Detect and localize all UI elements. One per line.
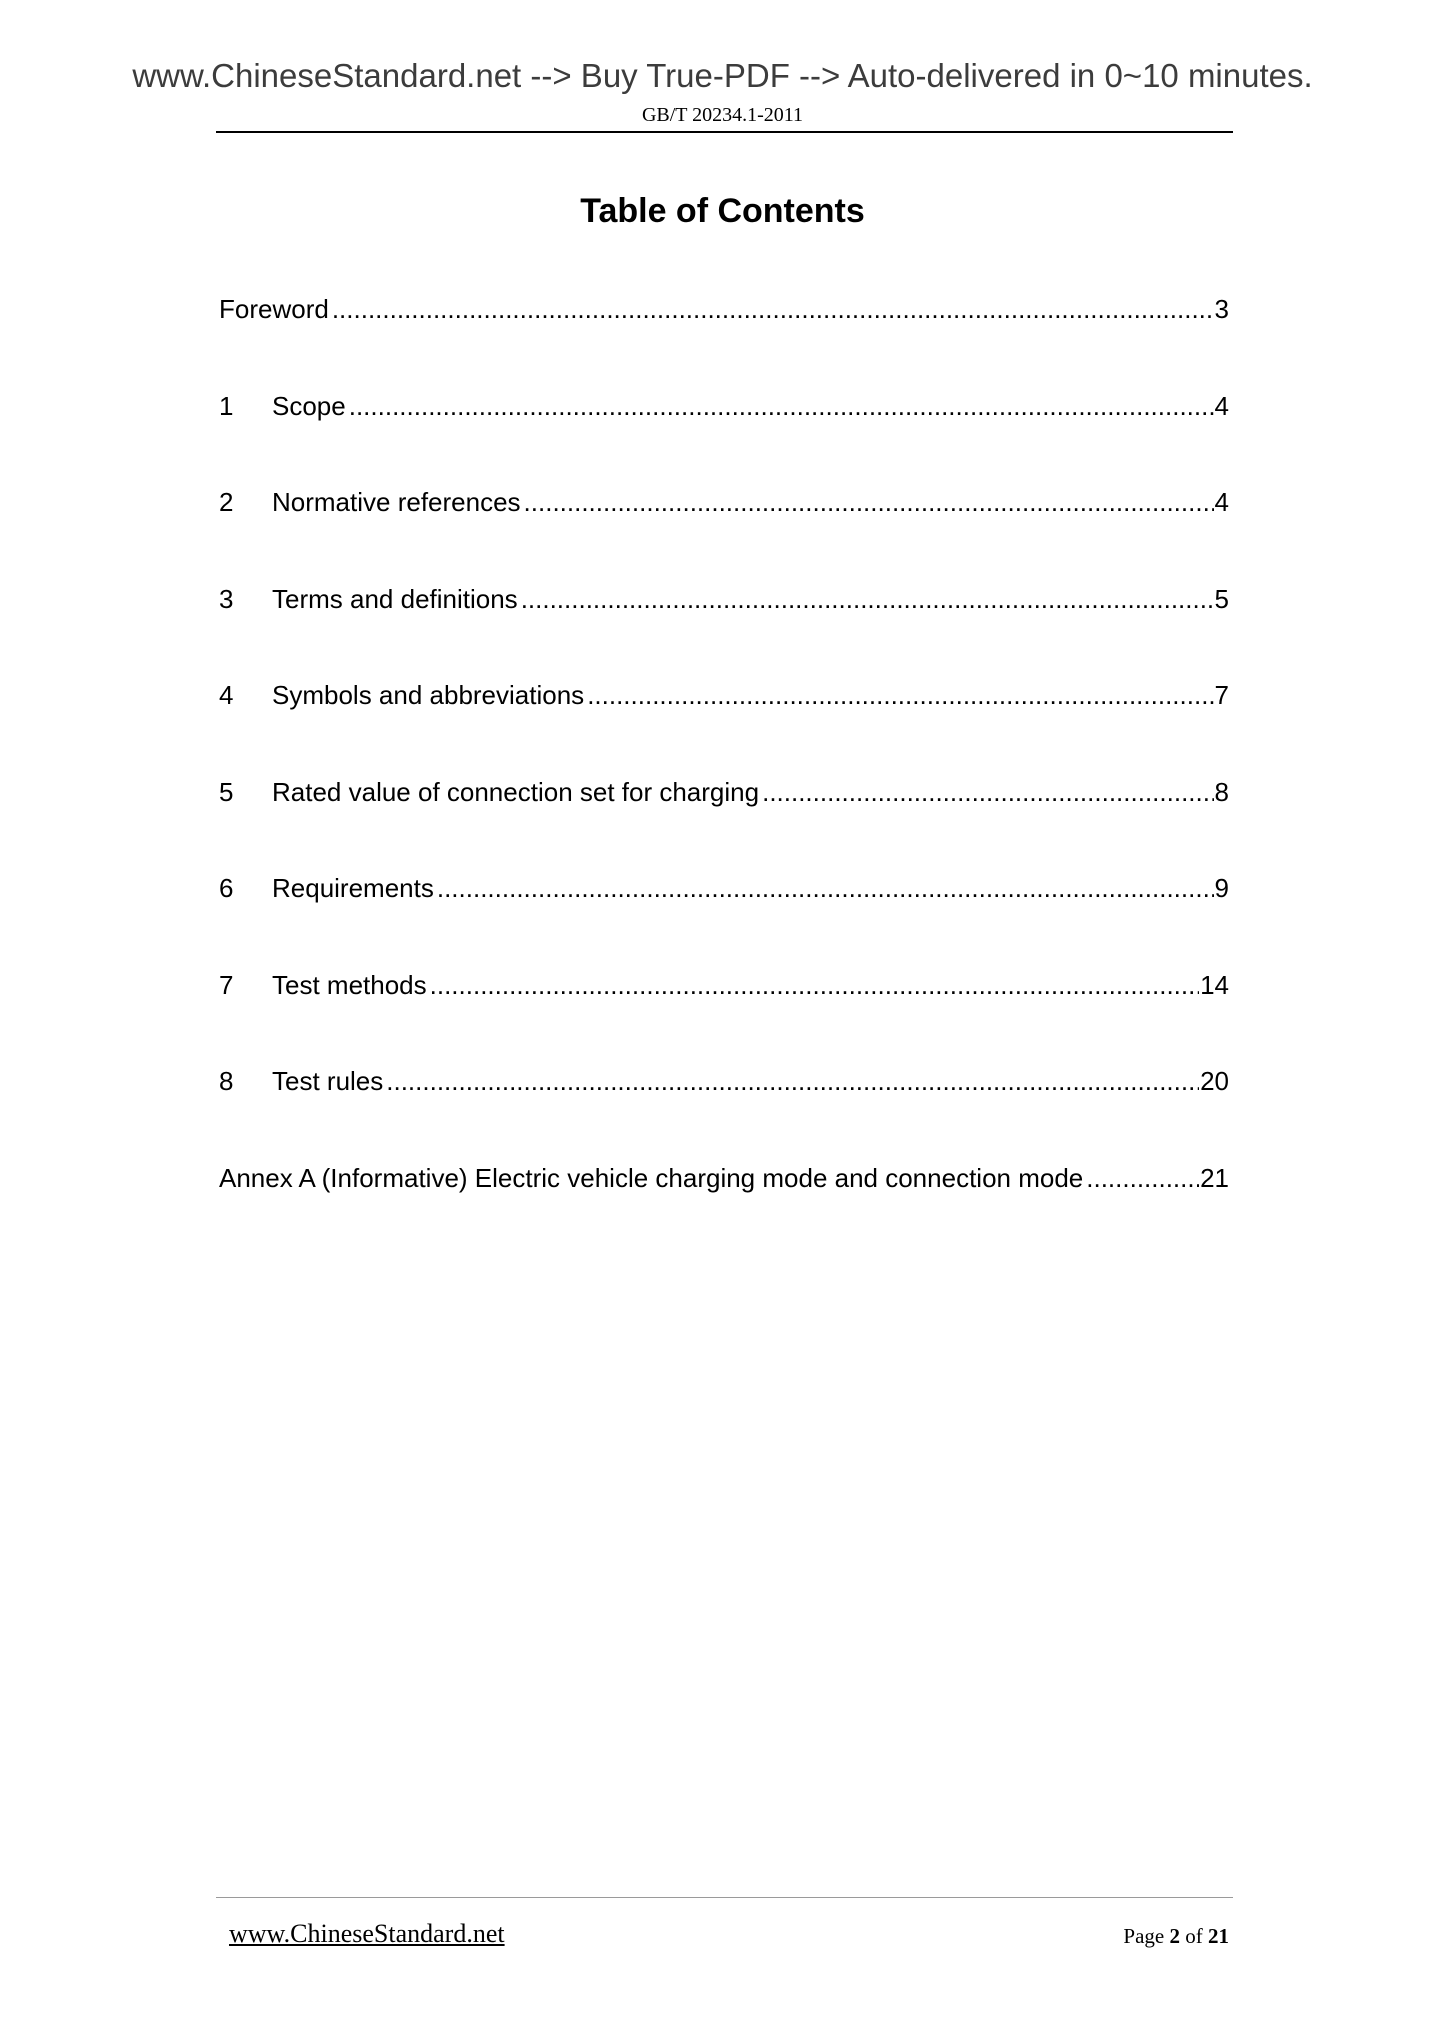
toc-entry-number: 6 [219,873,234,903]
toc-entry-page: 9 [1214,873,1229,903]
toc-dot-leader [1086,1158,1199,1198]
toc-entry-number: 5 [219,776,234,807]
toc-entry-title: Test methods [272,969,427,1000]
toc-entry-page: 4 [1214,390,1229,421]
toc-entry-annex-a[interactable] [219,1158,1229,1255]
page-indicator [1123,1922,1229,1950]
toc-entry-number: 1 [219,390,234,421]
page-of-label: of [1185,1924,1203,1948]
toc-entry-page: 3 [1214,294,1229,324]
toc-entry-title: Annex A (Informative) Electric vehicle charging mode and connection mode [219,1162,1084,1193]
toc-entry-page: 4 [1214,487,1229,517]
toc-entry-number: 2 [219,487,234,517]
toc-entry-title: Test rules [272,1066,384,1096]
toc-entry-test-rules[interactable] [219,1061,1229,1158]
toc-entry-title: Foreword [219,294,329,324]
toc-dot-leader [587,675,1213,715]
toc-dot-leader [386,1061,1199,1101]
toc-entry-normative-references[interactable] [219,482,1229,579]
toc-dot-leader [521,579,1214,619]
toc-dot-leader [349,386,1214,426]
toc-dot-leader [524,482,1214,522]
toc-dot-leader [332,289,1214,329]
toc-dot-leader [430,965,1199,1005]
document-id: GB/T 20234.1-2011 [641,104,804,126]
toc-entry-title: Terms and definitions [272,583,518,614]
toc-entry-page: 21 [1200,1162,1229,1193]
toc-entry-number: 4 [219,680,234,710]
toc-entry-foreword[interactable] [219,289,1229,386]
footer-divider [216,1897,1233,1898]
footer-website-link[interactable]: www.ChineseStandard.net [229,1919,505,1948]
toc-entry-number: 3 [219,583,234,614]
toc-entry-requirements[interactable] [219,868,1229,965]
toc-entry-symbols-and-abbreviations[interactable] [219,675,1229,772]
page-current: 2 [1169,1924,1180,1948]
toc-entry-page: 7 [1214,680,1229,710]
toc-entry-terms-and-definitions[interactable] [219,579,1229,676]
toc-dot-leader [762,772,1213,812]
toc-entry-title: Symbols and abbreviations [272,680,585,710]
toc-entry-rated-value[interactable] [219,772,1229,869]
header-divider [216,131,1233,133]
toc-entry-page: 20 [1200,1066,1229,1096]
page-label: Page [1123,1924,1165,1948]
toc-entry-scope[interactable] [219,386,1229,483]
toc-entry-page: 8 [1214,776,1229,807]
toc-dot-leader [437,868,1214,908]
toc-entry-title: Scope [272,390,346,421]
toc-title: Table of Contents [580,192,865,230]
toc-entry-title: Rated value of connection set for charging [272,776,760,807]
toc-entry-page: 5 [1214,583,1229,614]
toc-entry-page: 14 [1200,969,1229,1000]
toc-entry-test-methods[interactable] [219,965,1229,1062]
toc-entry-number: 7 [219,969,234,1000]
toc-entry-number: 8 [219,1066,234,1096]
page-total: 21 [1208,1924,1229,1948]
toc-entry-title: Normative references [272,487,521,517]
toc-entry-title: Requirements [272,873,434,903]
table-of-contents [219,289,1229,1254]
header-banner: www.ChineseStandard.net --> Buy True-PDF --> Auto-delivered in 0~10 minutes. [132,57,1313,94]
